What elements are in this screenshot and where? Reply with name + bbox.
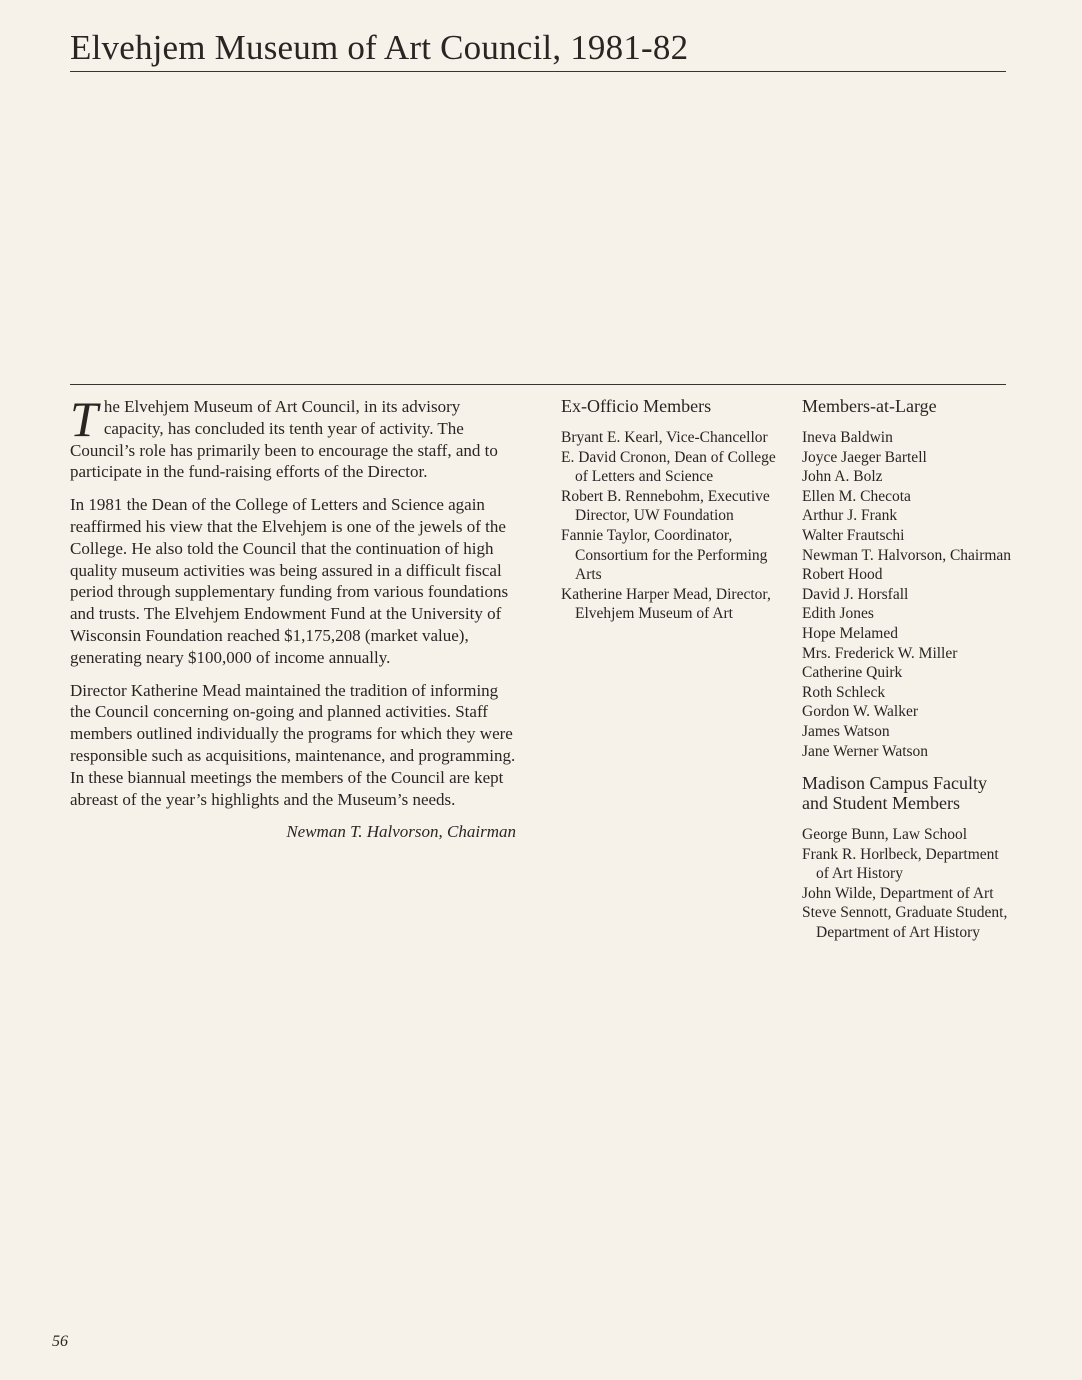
page-title: Elvehjem Museum of Art Council, 1981-82: [70, 28, 689, 67]
list-item: Catherine Quirk: [802, 664, 903, 682]
list-item: Katherine Harper Mead, Director, Elvehjem Museum of Art: [561, 585, 771, 623]
list-item: Mrs. Frederick W. Miller: [802, 644, 958, 662]
list-item: Fannie Taylor, Coordinator, Consortium for the Performing Arts: [561, 526, 768, 584]
members-at-large-list: [802, 428, 1014, 761]
list-item: Ellen M. Checota: [802, 487, 911, 505]
list-item: E. David Cronon, Dean of College of Letters and Science: [561, 448, 776, 486]
title-rule: [70, 71, 1006, 72]
list-item: Newman T. Halvorson, Chairman: [802, 546, 1012, 564]
faculty-heading: Madison Campus Faculty and Student Members: [802, 773, 987, 814]
list-item: Walter Frautschi: [802, 526, 905, 544]
page-number: 56: [52, 1333, 68, 1350]
intro-paragraph-2: In 1981 the Dean of the College of Letters and Science again reaffirmed his view that the Elvehjem is one of the jewels of the College. He also told the Council that the continuation of high quality museum activities was being assured in a difficult fiscal period through supplementary funding from various foundations and trusts. The Elvehjem Endowment Fund at the University of Wisconsin Foundation reached $1,175,208 (market value), generating neary $100,000 of income annually.: [70, 495, 509, 667]
list-item: James Watson: [802, 722, 890, 740]
list-item: Jane Werner Watson: [802, 742, 929, 760]
drop-cap: T: [70, 391, 98, 447]
faculty-list: [802, 825, 1014, 943]
list-item: Bryant E. Kearl, Vice-Chancellor: [561, 429, 768, 446]
intro-paragraph-1: [70, 391, 518, 483]
intro-paragraph-3: Director Katherine Mead maintained the tradition of informing the Council concerning on-going and planned activities. Staff members outlined individually the programs for which they were responsible such as acquisitions, maintenance, and programming. In these biannual meetings the members of the Council are kept abreast of the year’s highlights and the Museum’s needs.: [70, 680, 516, 809]
list-item: Hope Melamed: [802, 624, 898, 642]
list-item: Steve Sennott, Graduate Student, Department of Art History: [802, 904, 1008, 942]
list-item: Roth Schleck: [802, 683, 886, 701]
section-rule: [70, 384, 1006, 385]
ex-officio-heading: Ex-Officio Members: [561, 396, 712, 416]
list-item: Robert Hood: [802, 566, 883, 584]
list-item: Gordon W. Walker: [802, 703, 918, 721]
list-item: Edith Jones: [802, 605, 874, 623]
members-column: [802, 396, 1014, 943]
list-item: David J. Horsfall: [802, 585, 909, 603]
list-item: John Wilde, Department of Art: [802, 884, 994, 902]
list-item: Ineva Baldwin: [802, 429, 893, 446]
members-at-large-heading: Members-at-Large: [802, 396, 937, 416]
list-item: George Bunn, Law School: [802, 826, 968, 844]
ex-officio-column: [561, 396, 776, 624]
ex-officio-list: [561, 428, 776, 624]
list-item: Arthur J. Frank: [802, 507, 898, 525]
intro-paragraph-1-text: he Elvehjem Museum of Art Council, in its advisory capacity, has concluded its tenth year of activity. The Council’s role has primarily been to encourage the staff, and to participate in the fund-raising efforts of the Director.: [70, 397, 498, 482]
list-item: John A. Bolz: [802, 468, 883, 486]
signature: Newman T. Halvorson, Chairman: [286, 822, 516, 842]
list-item: Joyce Jaeger Bartell: [802, 448, 927, 466]
intro-column: [70, 391, 518, 854]
list-item: Frank R. Horlbeck, Department of Art History: [802, 845, 999, 883]
list-item: Robert B. Rennebohm, Executive Director, UW Foundation: [561, 487, 770, 525]
